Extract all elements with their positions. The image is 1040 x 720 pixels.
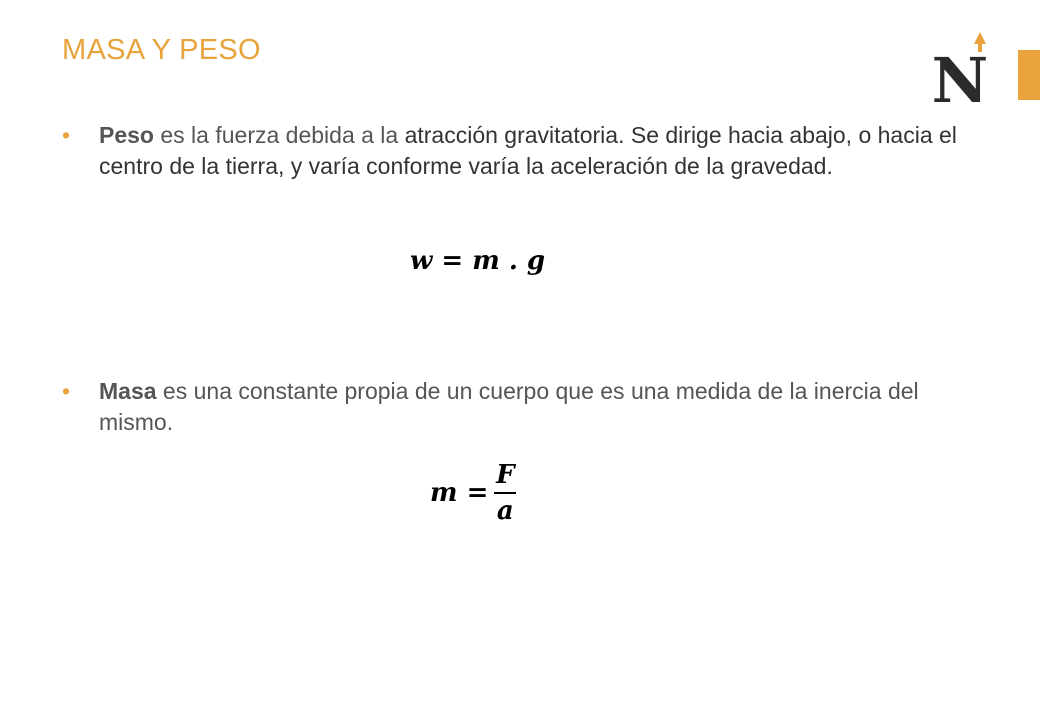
bullet-marker: • bbox=[62, 378, 71, 404]
bullet-item-masa bbox=[62, 376, 992, 438]
fraction-numerator: 𝑭 bbox=[496, 460, 515, 490]
slide-title: MASA Y PESO bbox=[62, 34, 261, 66]
university-logo-icon bbox=[930, 30, 990, 108]
mass-formula bbox=[430, 460, 516, 526]
bullet-item-peso bbox=[62, 120, 992, 182]
fraction-bar bbox=[494, 492, 516, 494]
weight-formula: 𝒘 = 𝒎 . 𝒈 bbox=[410, 246, 546, 276]
accent-bar bbox=[1018, 50, 1040, 100]
logo-letter: N bbox=[931, 44, 989, 108]
bullet-text-peso bbox=[99, 120, 994, 182]
bullet-text-segment: atracción gravitatoria. Se dirige hacia abajo, o hacia el centro de la tierra, y varía conforme varía la aceleración de la gravedad. bbox=[99, 122, 957, 179]
fraction-denominator: 𝒂 bbox=[496, 496, 514, 526]
logo-arrow-tip bbox=[974, 32, 986, 44]
bullet-text-segment: es la fuerza debida a la bbox=[153, 122, 405, 148]
fraction bbox=[494, 460, 516, 526]
term-peso: Peso bbox=[99, 122, 154, 148]
bullet-text-masa bbox=[99, 376, 994, 438]
term-masa: Masa bbox=[99, 378, 157, 404]
bullet-text-segment: es una constante propia de un cuerpo que es una medida de la inercia del mismo. bbox=[99, 378, 919, 435]
mass-formula-lhs: 𝒎 = bbox=[430, 478, 489, 508]
bullet-marker: • bbox=[62, 122, 71, 148]
